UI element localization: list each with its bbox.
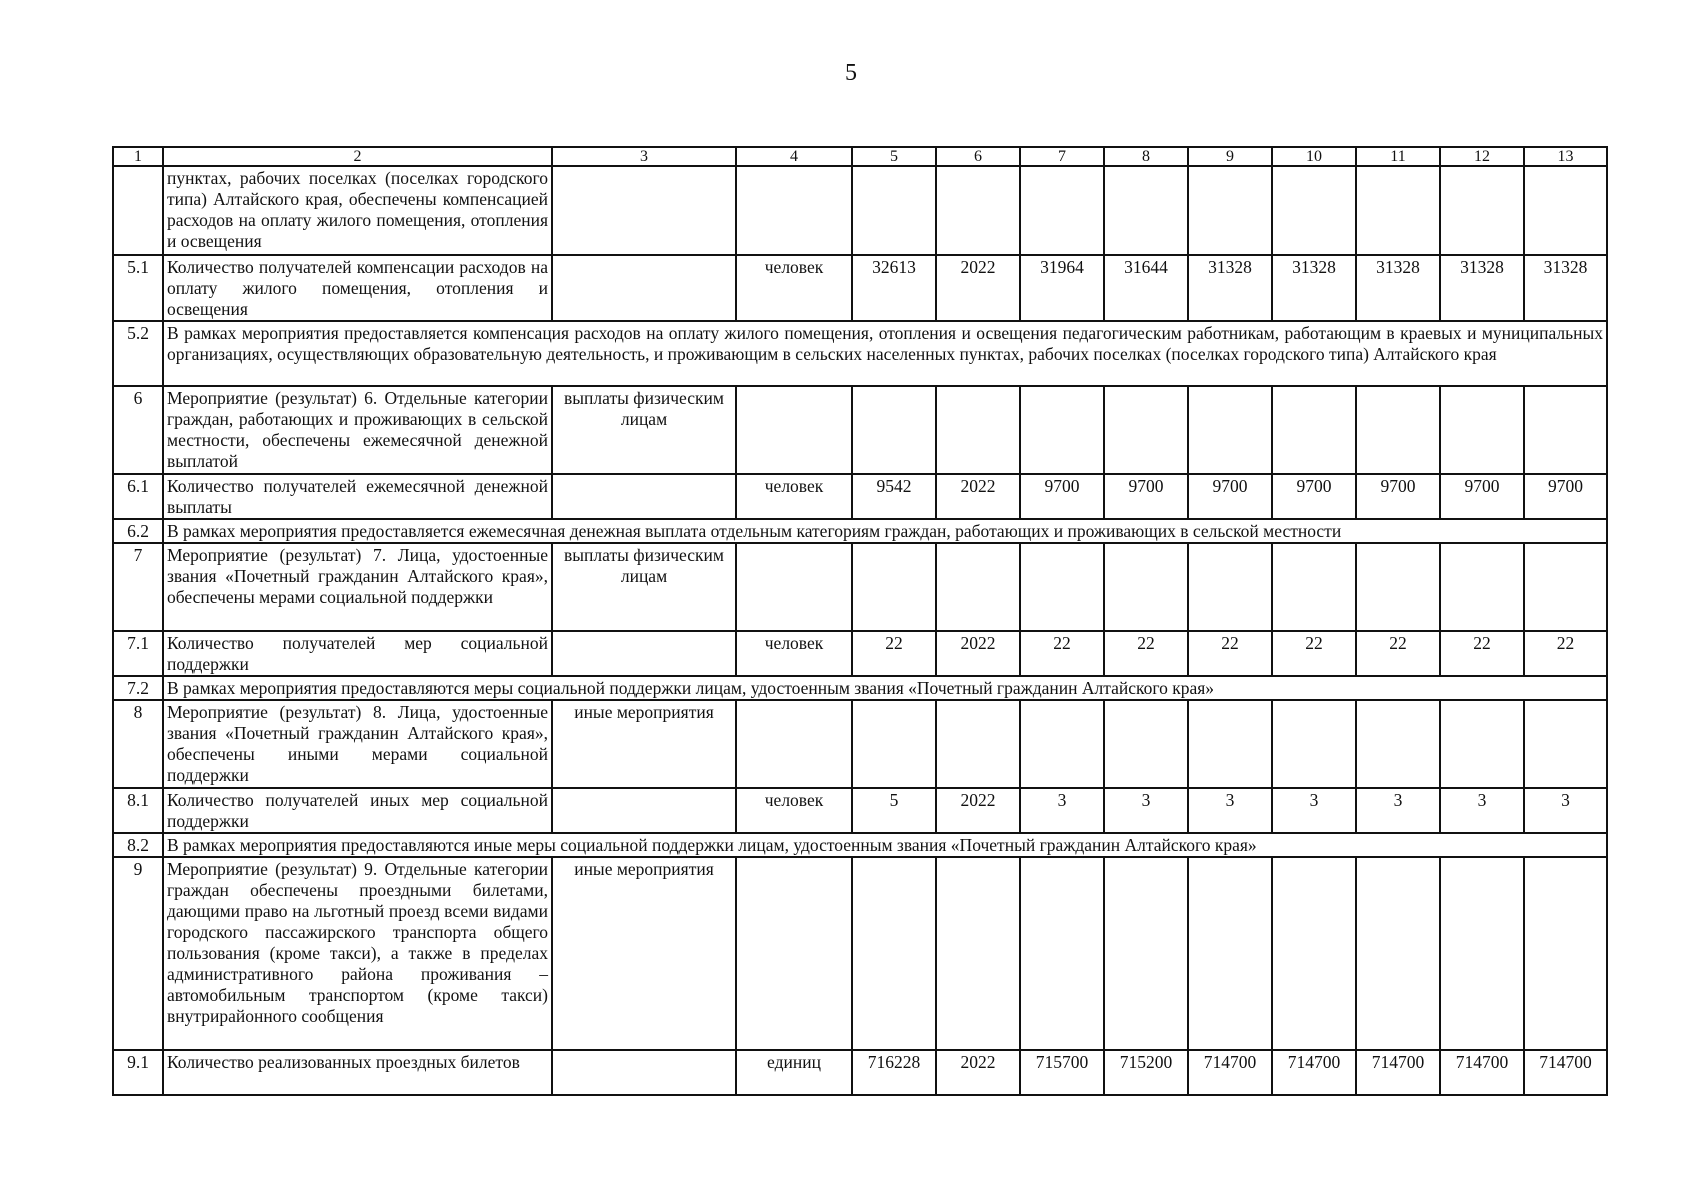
value-cell: 31328 bbox=[1188, 255, 1272, 321]
table-row bbox=[113, 700, 1607, 788]
value-cell: 3 bbox=[1188, 788, 1272, 833]
unit: человек bbox=[736, 255, 852, 321]
value-cell bbox=[936, 543, 1020, 631]
row-number: 9 bbox=[113, 857, 163, 1050]
value-cell: 3 bbox=[1524, 788, 1607, 833]
value-cell: 22 bbox=[1440, 631, 1524, 676]
value-cell: 715200 bbox=[1104, 1050, 1188, 1095]
note-text: В рамках мероприятия предоставляется ежемесячная денежная выплата отдельным категориям граждан, работающих и проживающих в сельской местности bbox=[163, 519, 1607, 543]
value-cell bbox=[936, 857, 1020, 1050]
indicator-name: Мероприятие (результат) 7. Лица, удостоенные звания «Почетный гражданин Алтайского края», обеспечены мерами социальной поддержки bbox=[163, 543, 552, 631]
value-cell: 3 bbox=[1104, 788, 1188, 833]
value-cell bbox=[936, 700, 1020, 788]
table-row bbox=[113, 386, 1607, 474]
column-header: 4 bbox=[736, 147, 852, 166]
value-cell bbox=[1188, 543, 1272, 631]
value-cell: 9700 bbox=[1104, 474, 1188, 519]
value-cell bbox=[1272, 700, 1356, 788]
value-cell bbox=[1356, 166, 1440, 255]
value-cell: 714700 bbox=[1356, 1050, 1440, 1095]
table-header-row bbox=[113, 147, 1607, 166]
value-cell: 2022 bbox=[936, 631, 1020, 676]
column-header: 12 bbox=[1440, 147, 1524, 166]
value-cell bbox=[1020, 857, 1104, 1050]
value-cell: 22 bbox=[1188, 631, 1272, 676]
table-row bbox=[113, 543, 1607, 631]
indicator-name: Количество получателей иных мер социальной поддержки bbox=[163, 788, 552, 833]
measure-type bbox=[552, 474, 736, 519]
value-cell: 9542 bbox=[852, 474, 936, 519]
value-cell bbox=[1524, 543, 1607, 631]
value-cell: 3 bbox=[1272, 788, 1356, 833]
measure-type: выплаты физическим лицам bbox=[552, 543, 736, 631]
value-cell bbox=[1440, 857, 1524, 1050]
value-cell bbox=[852, 386, 936, 474]
indicators-table bbox=[112, 146, 1608, 1096]
measure-type bbox=[552, 1050, 736, 1095]
column-header: 1 bbox=[113, 147, 163, 166]
column-header: 6 bbox=[936, 147, 1020, 166]
indicator-name: Количество получателей мер социальной поддержки bbox=[163, 631, 552, 676]
note-text: В рамках мероприятия предоставляются меры социальной поддержки лицам, удостоенным звания «Почетный гражданин Алтайского края» bbox=[163, 676, 1607, 700]
measure-type bbox=[552, 255, 736, 321]
value-cell bbox=[1524, 857, 1607, 1050]
table-row bbox=[113, 474, 1607, 519]
column-header: 7 bbox=[1020, 147, 1104, 166]
value-cell bbox=[1356, 543, 1440, 631]
measure-type bbox=[552, 166, 736, 255]
value-cell: 31644 bbox=[1104, 255, 1188, 321]
value-cell bbox=[1272, 543, 1356, 631]
unit: единиц bbox=[736, 1050, 852, 1095]
value-cell bbox=[1272, 166, 1356, 255]
value-cell bbox=[1272, 386, 1356, 474]
indicator-name: Мероприятие (результат) 6. Отдельные категории граждан, работающих и проживающих в сельской местности, обеспечены ежемесячной денежной выплатой bbox=[163, 386, 552, 474]
value-cell bbox=[936, 386, 1020, 474]
table-row bbox=[113, 166, 1607, 255]
unit bbox=[736, 700, 852, 788]
value-cell bbox=[1356, 857, 1440, 1050]
value-cell: 9700 bbox=[1356, 474, 1440, 519]
value-cell: 3 bbox=[1440, 788, 1524, 833]
row-number: 7.1 bbox=[113, 631, 163, 676]
value-cell bbox=[1104, 543, 1188, 631]
value-cell: 22 bbox=[1272, 631, 1356, 676]
value-cell: 714700 bbox=[1524, 1050, 1607, 1095]
note-row bbox=[113, 321, 1607, 386]
value-cell bbox=[1188, 700, 1272, 788]
measure-type: иные мероприятия bbox=[552, 857, 736, 1050]
row-number: 5.1 bbox=[113, 255, 163, 321]
indicator-name: Мероприятие (результат) 8. Лица, удостоенные звания «Почетный гражданин Алтайского края», обеспечены иными мерами социальной поддержки bbox=[163, 700, 552, 788]
value-cell bbox=[1524, 166, 1607, 255]
value-cell: 714700 bbox=[1188, 1050, 1272, 1095]
value-cell: 3 bbox=[1356, 788, 1440, 833]
value-cell: 2022 bbox=[936, 255, 1020, 321]
row-number: 8.2 bbox=[113, 833, 163, 857]
value-cell bbox=[1104, 386, 1188, 474]
value-cell bbox=[1188, 386, 1272, 474]
value-cell: 716228 bbox=[852, 1050, 936, 1095]
value-cell: 31328 bbox=[1524, 255, 1607, 321]
value-cell bbox=[852, 166, 936, 255]
unit bbox=[736, 386, 852, 474]
value-cell: 9700 bbox=[1188, 474, 1272, 519]
value-cell bbox=[1104, 857, 1188, 1050]
value-cell bbox=[852, 700, 936, 788]
value-cell bbox=[1020, 386, 1104, 474]
value-cell: 9700 bbox=[1524, 474, 1607, 519]
measure-type bbox=[552, 631, 736, 676]
row-number: 7 bbox=[113, 543, 163, 631]
value-cell: 31328 bbox=[1440, 255, 1524, 321]
value-cell bbox=[1104, 166, 1188, 255]
measure-type: иные мероприятия bbox=[552, 700, 736, 788]
unit: человек bbox=[736, 474, 852, 519]
row-number: 8 bbox=[113, 700, 163, 788]
value-cell: 22 bbox=[1104, 631, 1188, 676]
value-cell: 22 bbox=[1020, 631, 1104, 676]
column-header: 10 bbox=[1272, 147, 1356, 166]
column-header: 5 bbox=[852, 147, 936, 166]
column-header: 13 bbox=[1524, 147, 1607, 166]
value-cell bbox=[1356, 386, 1440, 474]
value-cell: 2022 bbox=[936, 474, 1020, 519]
note-row bbox=[113, 833, 1607, 857]
value-cell: 22 bbox=[1524, 631, 1607, 676]
value-cell bbox=[1356, 700, 1440, 788]
row-number: 6.2 bbox=[113, 519, 163, 543]
column-header: 9 bbox=[1188, 147, 1272, 166]
table-row bbox=[113, 788, 1607, 833]
value-cell bbox=[1020, 700, 1104, 788]
value-cell bbox=[1524, 386, 1607, 474]
measure-type: выплаты физическим лицам bbox=[552, 386, 736, 474]
row-number: 8.1 bbox=[113, 788, 163, 833]
indicator-name: Мероприятие (результат) 9. Отдельные категории граждан обеспечены проездными билетами, дающими право на льготный проезд всеми видами городского пассажирского транспорта общего пользования (кроме такси), а также в пределах административного района проживания – автомобильным транспортом (кроме такси) внутрирайонного сообщения bbox=[163, 857, 552, 1050]
table-row bbox=[113, 631, 1607, 676]
table-row bbox=[113, 857, 1607, 1050]
value-cell bbox=[1020, 543, 1104, 631]
value-cell: 2022 bbox=[936, 1050, 1020, 1095]
indicator-name: Количество получателей компенсации расходов на оплату жилого помещения, отопления и освещения bbox=[163, 255, 552, 321]
unit: человек bbox=[736, 631, 852, 676]
note-row bbox=[113, 676, 1607, 700]
value-cell bbox=[1188, 166, 1272, 255]
column-header: 8 bbox=[1104, 147, 1188, 166]
value-cell: 31964 bbox=[1020, 255, 1104, 321]
value-cell bbox=[852, 543, 936, 631]
value-cell bbox=[1524, 700, 1607, 788]
row-number: 6.1 bbox=[113, 474, 163, 519]
row-number: 6 bbox=[113, 386, 163, 474]
page-number: 5 bbox=[845, 60, 857, 86]
value-cell bbox=[1440, 700, 1524, 788]
note-text: В рамках мероприятия предоставляются иные меры социальной поддержки лицам, удостоенным звания «Почетный гражданин Алтайского края» bbox=[163, 833, 1607, 857]
indicator-name: пунктах, рабочих поселках (поселках городского типа) Алтайского края, обеспечены компенсацией расходов на оплату жилого помещения, отопления и освещения bbox=[163, 166, 552, 255]
unit bbox=[736, 857, 852, 1050]
value-cell: 3 bbox=[1020, 788, 1104, 833]
unit: человек bbox=[736, 788, 852, 833]
value-cell bbox=[936, 166, 1020, 255]
column-header: 11 bbox=[1356, 147, 1440, 166]
value-cell: 9700 bbox=[1272, 474, 1356, 519]
unit bbox=[736, 166, 852, 255]
value-cell: 22 bbox=[852, 631, 936, 676]
value-cell bbox=[1440, 166, 1524, 255]
column-header: 3 bbox=[552, 147, 736, 166]
value-cell: 714700 bbox=[1440, 1050, 1524, 1095]
value-cell: 9700 bbox=[1020, 474, 1104, 519]
unit bbox=[736, 543, 852, 631]
row-number: 7.2 bbox=[113, 676, 163, 700]
note-row bbox=[113, 519, 1607, 543]
value-cell bbox=[1440, 386, 1524, 474]
value-cell: 32613 bbox=[852, 255, 936, 321]
indicator-name: Количество получателей ежемесячной денежной выплаты bbox=[163, 474, 552, 519]
table-row bbox=[113, 1050, 1607, 1095]
value-cell: 31328 bbox=[1272, 255, 1356, 321]
note-text: В рамках мероприятия предоставляется компенсация расходов на оплату жилого помещения, отопления и освещения педагогическим работникам, работающим в краевых и муниципальных организациях, осуществляющих образовательную деятельность, и проживающим в сельских населенных пунктах, рабочих поселках (поселках городского типа) Алтайского края bbox=[163, 321, 1607, 386]
value-cell bbox=[1440, 543, 1524, 631]
row-number bbox=[113, 166, 163, 255]
table-row bbox=[113, 255, 1607, 321]
value-cell: 22 bbox=[1356, 631, 1440, 676]
value-cell bbox=[1104, 700, 1188, 788]
value-cell: 9700 bbox=[1440, 474, 1524, 519]
row-number: 9.1 bbox=[113, 1050, 163, 1095]
measure-type bbox=[552, 788, 736, 833]
value-cell: 2022 bbox=[936, 788, 1020, 833]
indicator-name: Количество реализованных проездных билетов bbox=[163, 1050, 552, 1095]
value-cell bbox=[1188, 857, 1272, 1050]
value-cell bbox=[1272, 857, 1356, 1050]
column-header: 2 bbox=[163, 147, 552, 166]
value-cell: 5 bbox=[852, 788, 936, 833]
value-cell: 715700 bbox=[1020, 1050, 1104, 1095]
value-cell bbox=[852, 857, 936, 1050]
row-number: 5.2 bbox=[113, 321, 163, 386]
value-cell: 31328 bbox=[1356, 255, 1440, 321]
value-cell bbox=[1020, 166, 1104, 255]
value-cell: 714700 bbox=[1272, 1050, 1356, 1095]
